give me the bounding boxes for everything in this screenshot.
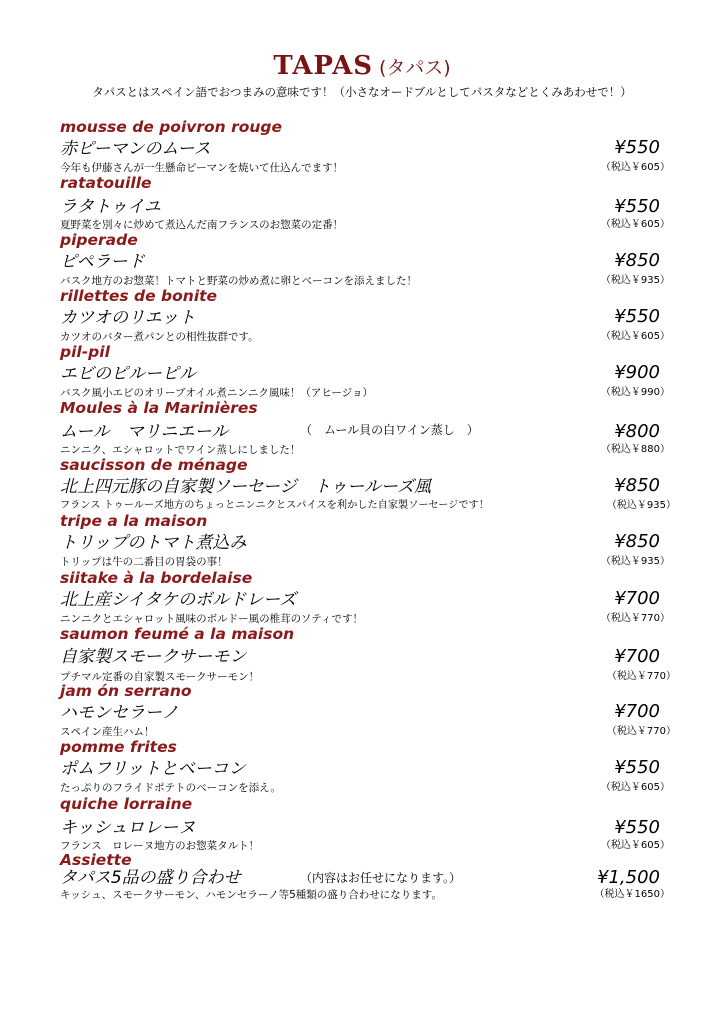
item-japanese-name: タパス5品の盛り合わせ <box>60 868 241 888</box>
item-description: 夏野菜を別々に炒めて煮込んだ南フランスのお惣菜の定番！ <box>60 219 344 231</box>
item-french-name: Moules à la Marinières <box>60 399 258 417</box>
item-tax-price: （税込￥1650） <box>594 889 670 900</box>
item-price: ¥1,500 <box>597 867 660 888</box>
title-main: TAPAS <box>273 51 374 81</box>
page-title <box>0 50 724 85</box>
menu-item <box>60 230 680 286</box>
item-french-name: siitake à la bordelaise <box>60 569 253 587</box>
item-price: ¥700 <box>614 701 660 722</box>
item-description: トリップは牛の二番目の胃袋の事！ <box>60 556 228 568</box>
menu-item <box>60 624 680 681</box>
item-description: フランス ロレーヌ地方のお惣菜タルト！ <box>60 840 260 852</box>
item-french-name: ratatouille <box>60 174 152 192</box>
item-price: ¥800 <box>614 421 660 442</box>
item-japanese-name: カツオのリエット <box>60 308 196 328</box>
item-french-name: mousse de poivron rouge <box>60 118 283 136</box>
item-tax-price: （税込￥770） <box>600 613 670 624</box>
item-tax-price: （税込￥770） <box>606 726 676 737</box>
item-description: キッシュ、スモークサーモン、ハモンセラーノ等5種類の盛り合わせになります。 <box>60 889 442 901</box>
item-japanese-name: キッシュロレーヌ <box>60 818 196 838</box>
item-description: たっぷりのフライドポテトのベーコンを添え。 <box>60 782 281 794</box>
menu-item <box>60 398 680 455</box>
item-french-name: pil-pil <box>60 343 110 361</box>
menu-item <box>60 794 680 850</box>
menu-item <box>60 455 680 511</box>
menu-item <box>60 568 680 624</box>
item-description: ニンニクとエシャロット風味のボルドー風の椎茸のソティです！ <box>60 613 364 625</box>
item-japanese-name: トリップのトマト煮込み <box>60 533 247 553</box>
item-price: ¥550 <box>614 817 660 838</box>
item-french-name: quiche lorraine <box>60 795 193 813</box>
item-japanese-name: エビのピルーピル <box>60 364 196 384</box>
item-price: ¥700 <box>614 588 660 609</box>
menu-item <box>60 342 680 398</box>
item-tax-price: （税込￥880） <box>600 444 670 455</box>
item-tax-price: （税込￥770） <box>606 671 676 682</box>
item-tax-price: （税込￥605） <box>600 331 670 342</box>
item-french-name: piperade <box>60 231 138 249</box>
item-description: スペイン産生ハム！ <box>60 726 155 738</box>
item-note: （内容はお任せになります。） <box>300 871 462 885</box>
menu-item <box>60 173 680 230</box>
title-sub: (タパス) <box>379 57 451 79</box>
item-japanese-name: ポムフリットとベーコン <box>60 759 246 779</box>
item-description: プチマル定番の自家製スモークサーモン！ <box>60 671 260 683</box>
menu-item <box>60 737 680 794</box>
menu-item <box>60 117 680 173</box>
item-price: ¥550 <box>614 196 660 217</box>
item-french-name: rillettes de bonite <box>60 287 218 305</box>
item-japanese-name: ムール マリニエール <box>60 422 229 442</box>
item-french-name: pomme frites <box>60 738 177 756</box>
item-french-name: jam ón serrano <box>60 682 192 700</box>
item-tax-price: （税込￥990） <box>600 387 670 398</box>
item-japanese-name: 北上四元豚の自家製ソーセージ トゥールーズ風 <box>60 477 432 497</box>
item-japanese-name: ピペラード <box>60 252 145 272</box>
item-description: バスク地方のお惣菜！トマトと野菜の炒め煮に卵とベーコンを添えました！ <box>60 275 417 287</box>
item-japanese-name: 自家製スモークサーモン <box>60 647 247 667</box>
item-price: ¥850 <box>614 475 660 496</box>
item-tax-price: （税込￥935） <box>600 556 670 567</box>
item-french-name: saucisson de ménage <box>60 456 248 474</box>
item-tax-price: （税込￥605） <box>600 782 670 793</box>
item-tax-price: （税込￥935） <box>600 275 670 286</box>
item-price: ¥850 <box>614 250 660 271</box>
menu-item <box>60 511 680 568</box>
item-description: バスク風小エビのオリーブオイル煮ニンニク風味！（アヒージョ） <box>60 387 374 399</box>
item-note: （ ムール貝の白ワイン蒸し ） <box>300 423 479 437</box>
item-price: ¥550 <box>614 137 660 158</box>
item-tax-price: （税込￥605） <box>600 840 670 851</box>
item-tax-price: （税込￥935） <box>606 500 676 511</box>
item-price: ¥700 <box>614 646 660 667</box>
item-price: ¥850 <box>614 531 660 552</box>
menu-item <box>60 286 680 342</box>
menu-item <box>60 850 680 906</box>
item-japanese-name: ハモンセラーノ <box>60 703 179 723</box>
item-price: ¥900 <box>614 362 660 383</box>
item-french-name: Assiette <box>60 851 132 869</box>
item-description: ニンニク、エシャロットでワイン蒸しにしました！ <box>60 444 301 456</box>
menu-item <box>60 681 680 737</box>
menu-list <box>60 117 680 906</box>
item-tax-price: （税込￥605） <box>600 162 670 173</box>
item-japanese-name: ラタトゥイユ <box>60 197 161 217</box>
item-tax-price: （税込￥605） <box>600 219 670 230</box>
page-subtitle: タパスとはスペイン語でおつまみの意味です！（小さなオードブルとしてパスタなどとくみあわせで！） <box>92 85 632 99</box>
item-japanese-name: 赤ピーマンのムース <box>60 139 211 159</box>
item-description: 今年も伊藤さんが一生懸命ピーマンを焼いて仕込んでます！ <box>60 162 344 174</box>
item-price: ¥550 <box>614 757 660 778</box>
item-french-name: tripe a la maison <box>60 512 208 530</box>
item-description: カツオのバター煮パンとの相性抜群です。 <box>60 331 259 343</box>
item-japanese-name: 北上産シイタケのボルドレーズ <box>60 590 297 610</box>
item-french-name: saumon feumé a la maison <box>60 625 295 643</box>
item-description: フランス トゥールーズ地方のちょっとニンニクとスパイスを利かした自家製ソーセージです！ <box>60 500 489 511</box>
item-price: ¥550 <box>614 306 660 327</box>
